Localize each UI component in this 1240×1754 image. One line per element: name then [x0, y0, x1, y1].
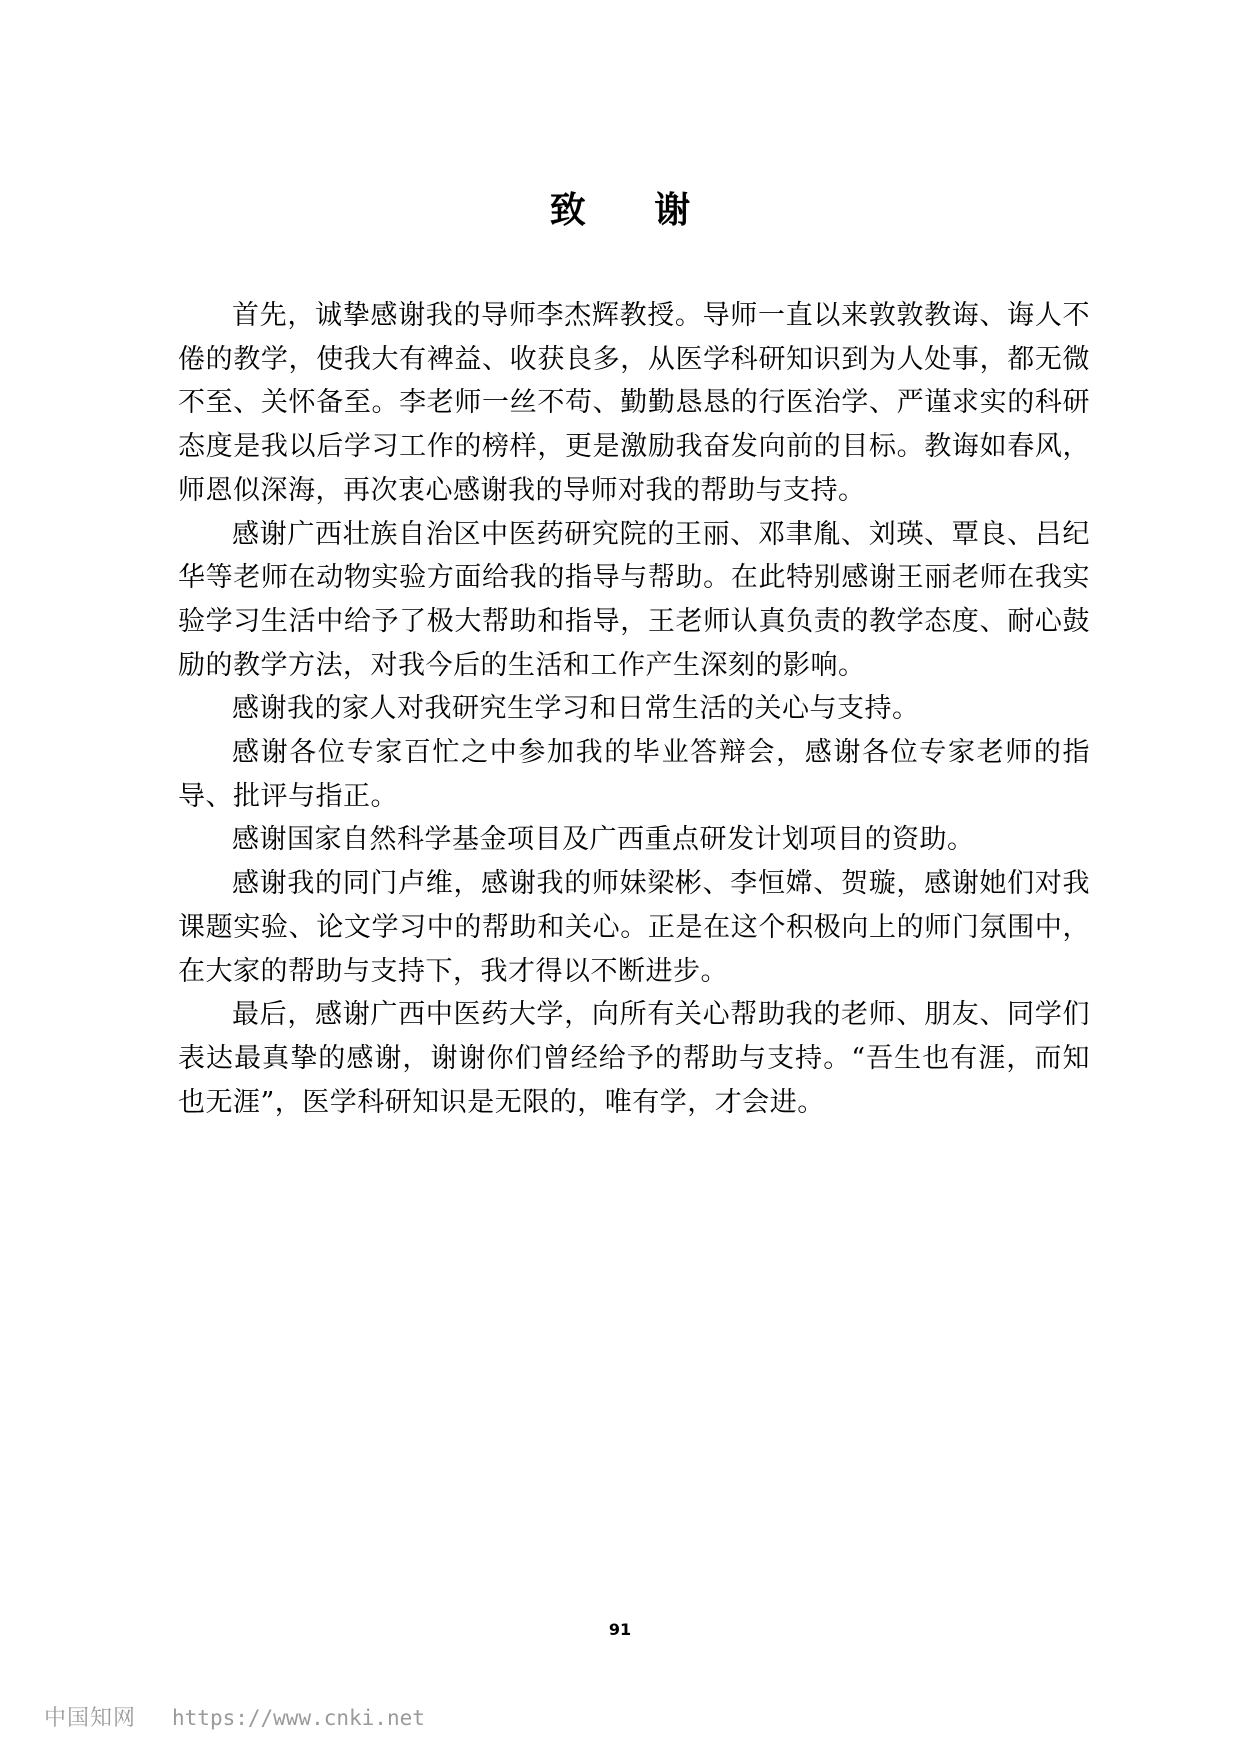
acknowledgement-body — [178, 294, 1090, 1124]
page-title: 致 谢 — [549, 189, 719, 231]
paragraph-funding: 感谢国家自然科学基金项目及广西重点研发计划项目的资助。 — [232, 824, 975, 856]
paragraph-university: 最后，感谢广西中医药大学，向所有关心帮助我的老师、朋友、同学们表达最真挚的感谢，谢谢你们曾经给予的帮助与支持。“吾生也有涯，而知也无涯”，医学科研知识是无限的，唯有学，才会进。 — [178, 999, 1090, 1118]
paragraph-peers: 感谢我的同门卢维，感谢我的师妹梁彬、李恒嫦、贺璇，感谢她们对我课题实验、论文学习中的帮助和关心。正是在这个积极向上的师门氛围中，在大家的帮助与支持下，我才得以不断进步。 — [178, 868, 1090, 987]
cnki-watermark — [44, 1701, 425, 1732]
watermark-url: https://www.cnki.net — [172, 1706, 425, 1730]
paragraph-experts: 感谢各位专家百忙之中参加我的毕业答辩会，感谢各位专家老师的指导、批评与指正。 — [178, 737, 1090, 812]
page-number: 91 — [608, 1620, 632, 1639]
paragraph-family: 感谢我的家人对我研究生学习和日常生活的关心与支持。 — [232, 693, 920, 725]
watermark-logo-text: 中国知网 — [44, 1706, 137, 1731]
paragraph-advisor: 首先，诚挚感谢我的导师李杰辉教授。导师一直以来敦敦教诲、诲人不倦的教学，使我大有裨益、收获良多，从医学科研知识到为人处事，都无微不至、关怀备至。李老师一丝不苟、勤勤恳恳的行医治学、严谨求实的科研态度是我以后学习工作的榜样，更是激励我奋发向前的目标。教诲如春风，师恩似深海，再次衷心感谢我的导师对我的帮助与支持。 — [178, 300, 1090, 506]
paragraph-institute: 感谢广西壮族自治区中医药研究院的王丽、邓聿胤、刘瑛、覃良、吕纪华等老师在动物实验方面给我的指导与帮助。在此特别感谢王丽老师在我实验学习生活中给予了极大帮助和指导，王老师认真负责的教学态度、耐心鼓励的教学方法，对我今后的生活和工作产生深刻的影响。 — [178, 518, 1090, 681]
